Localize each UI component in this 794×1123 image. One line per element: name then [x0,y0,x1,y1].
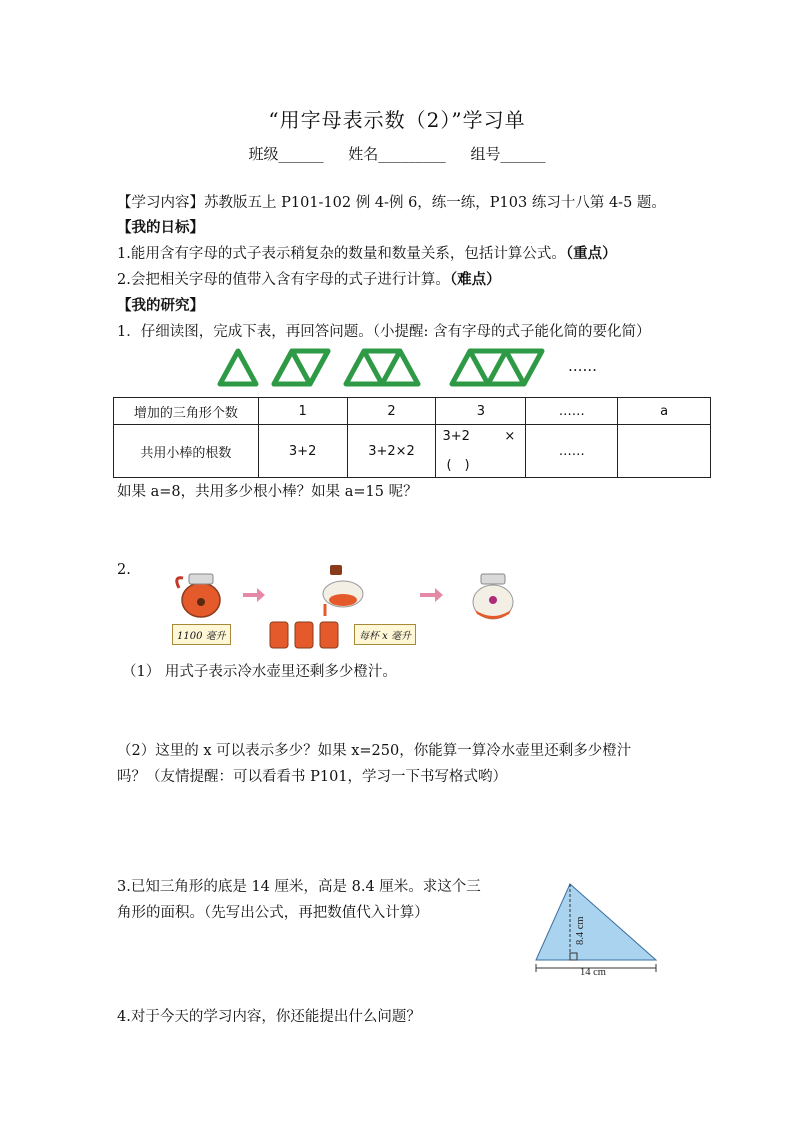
figure-ellipsis: …… [568,359,597,375]
cup-icon [295,622,313,648]
student-info-line [0,143,794,164]
q1-question: 如果 a=8，共用多少根小棒？如果 a=15 呢？ [117,484,418,500]
q2-number: 2. [117,562,131,578]
cup-icon [320,622,338,648]
triangle-shape [536,884,656,960]
table-cell: …… [526,398,618,425]
q4-text: 4.对于今天的学习内容，你还能提出什么问题？ [117,1009,421,1025]
triangle-stick-table [113,397,711,478]
q2-sub2-line2: 吗？（友情提醒：可以看看书 P101，学习一下书写格式哟） [117,769,508,785]
table-row [114,425,711,478]
triangle-group-1 [220,351,256,384]
matchstick-triangles-figure [210,346,620,390]
goals-heading: 【我的日标】 [117,219,204,236]
q1-intro: 1．仔细读图，完成下表，再回答问题。（小提醒: 含有字母的式子能化简的要化简） [117,324,651,340]
arrow-right-icon [243,588,265,602]
cup-icon [270,622,288,648]
height-label: 8.4 cm [575,916,586,945]
cell-blank[interactable]: ( ) [446,458,470,473]
cell-expression: 3+2 [442,429,470,444]
base-label: 14 cm [580,967,606,978]
table-cell: 3 [436,398,526,425]
cell-times-sign: × [504,429,516,444]
goal-2-text: 2.会把相关字母的值带入含有字母的式子进行计算。 [117,272,450,288]
triangle-diagram [528,880,663,980]
table-cell: 3+2 [258,425,347,478]
triangle-group-3 [346,351,418,384]
group-field[interactable]: 组号______ [470,145,546,163]
learning-content: 【学习内容】苏教版五上 P101-102 例 4-例 6，练一练，P103 练习十八第 4-5 题。 [117,195,666,211]
research-heading: 【我的研究】 [117,297,204,314]
table-cell[interactable] [436,425,526,478]
pitcher-partial-icon [473,574,513,619]
goal-1-tag: （重点） [565,245,617,262]
table-cell: 增加的三角形个数 [114,398,259,425]
goal-2 [117,270,501,290]
table-row [114,398,711,425]
table-cell: 3+2×2 [347,425,436,478]
table-cell: …… [526,425,618,478]
volume-label-per-cup: 每杯 x 毫升 [354,624,416,645]
table-cell-answer[interactable] [618,425,711,478]
q2-sub2-line1: （2）这里的 x 可以表示多少？如果 x=250，你能算一算冷水壶里还剩多少橙汁 [117,743,632,759]
arrow-right-icon [420,588,443,602]
q3-line1: 3.已知三角形的底是 14 厘米，高是 8.4 厘米。求这个三 [117,879,481,895]
table-cell: 共用小棒的根数 [114,425,259,478]
pitcher-full-icon [177,574,220,617]
pitcher-pouring-icon [323,565,363,616]
goal-1 [117,244,617,264]
goal-2-tag: （难点） [449,271,501,288]
name-field[interactable]: 姓名_________ [348,145,446,163]
triangle-group-2b [274,351,328,384]
goal-1-text: 1.能用含有字母的式子表示稍复杂的数量和数量关系，包括计算公式。 [117,246,566,262]
q3-line2: 角形的面积。（先写出公式，再把数值代入计算） [117,905,429,921]
page-title: “用字母表示数（2）”学习单 [268,108,526,132]
table-cell: 1 [258,398,347,425]
table-cell: a [618,398,711,425]
class-field[interactable]: 班级______ [248,145,324,163]
q2-sub1: （1） 用式子表示冷水壶里还剩多少橙汁。 [122,664,397,680]
triangle-group-4 [452,351,542,384]
volume-label-total: 1100 毫升 [172,624,231,645]
table-cell: 2 [347,398,436,425]
